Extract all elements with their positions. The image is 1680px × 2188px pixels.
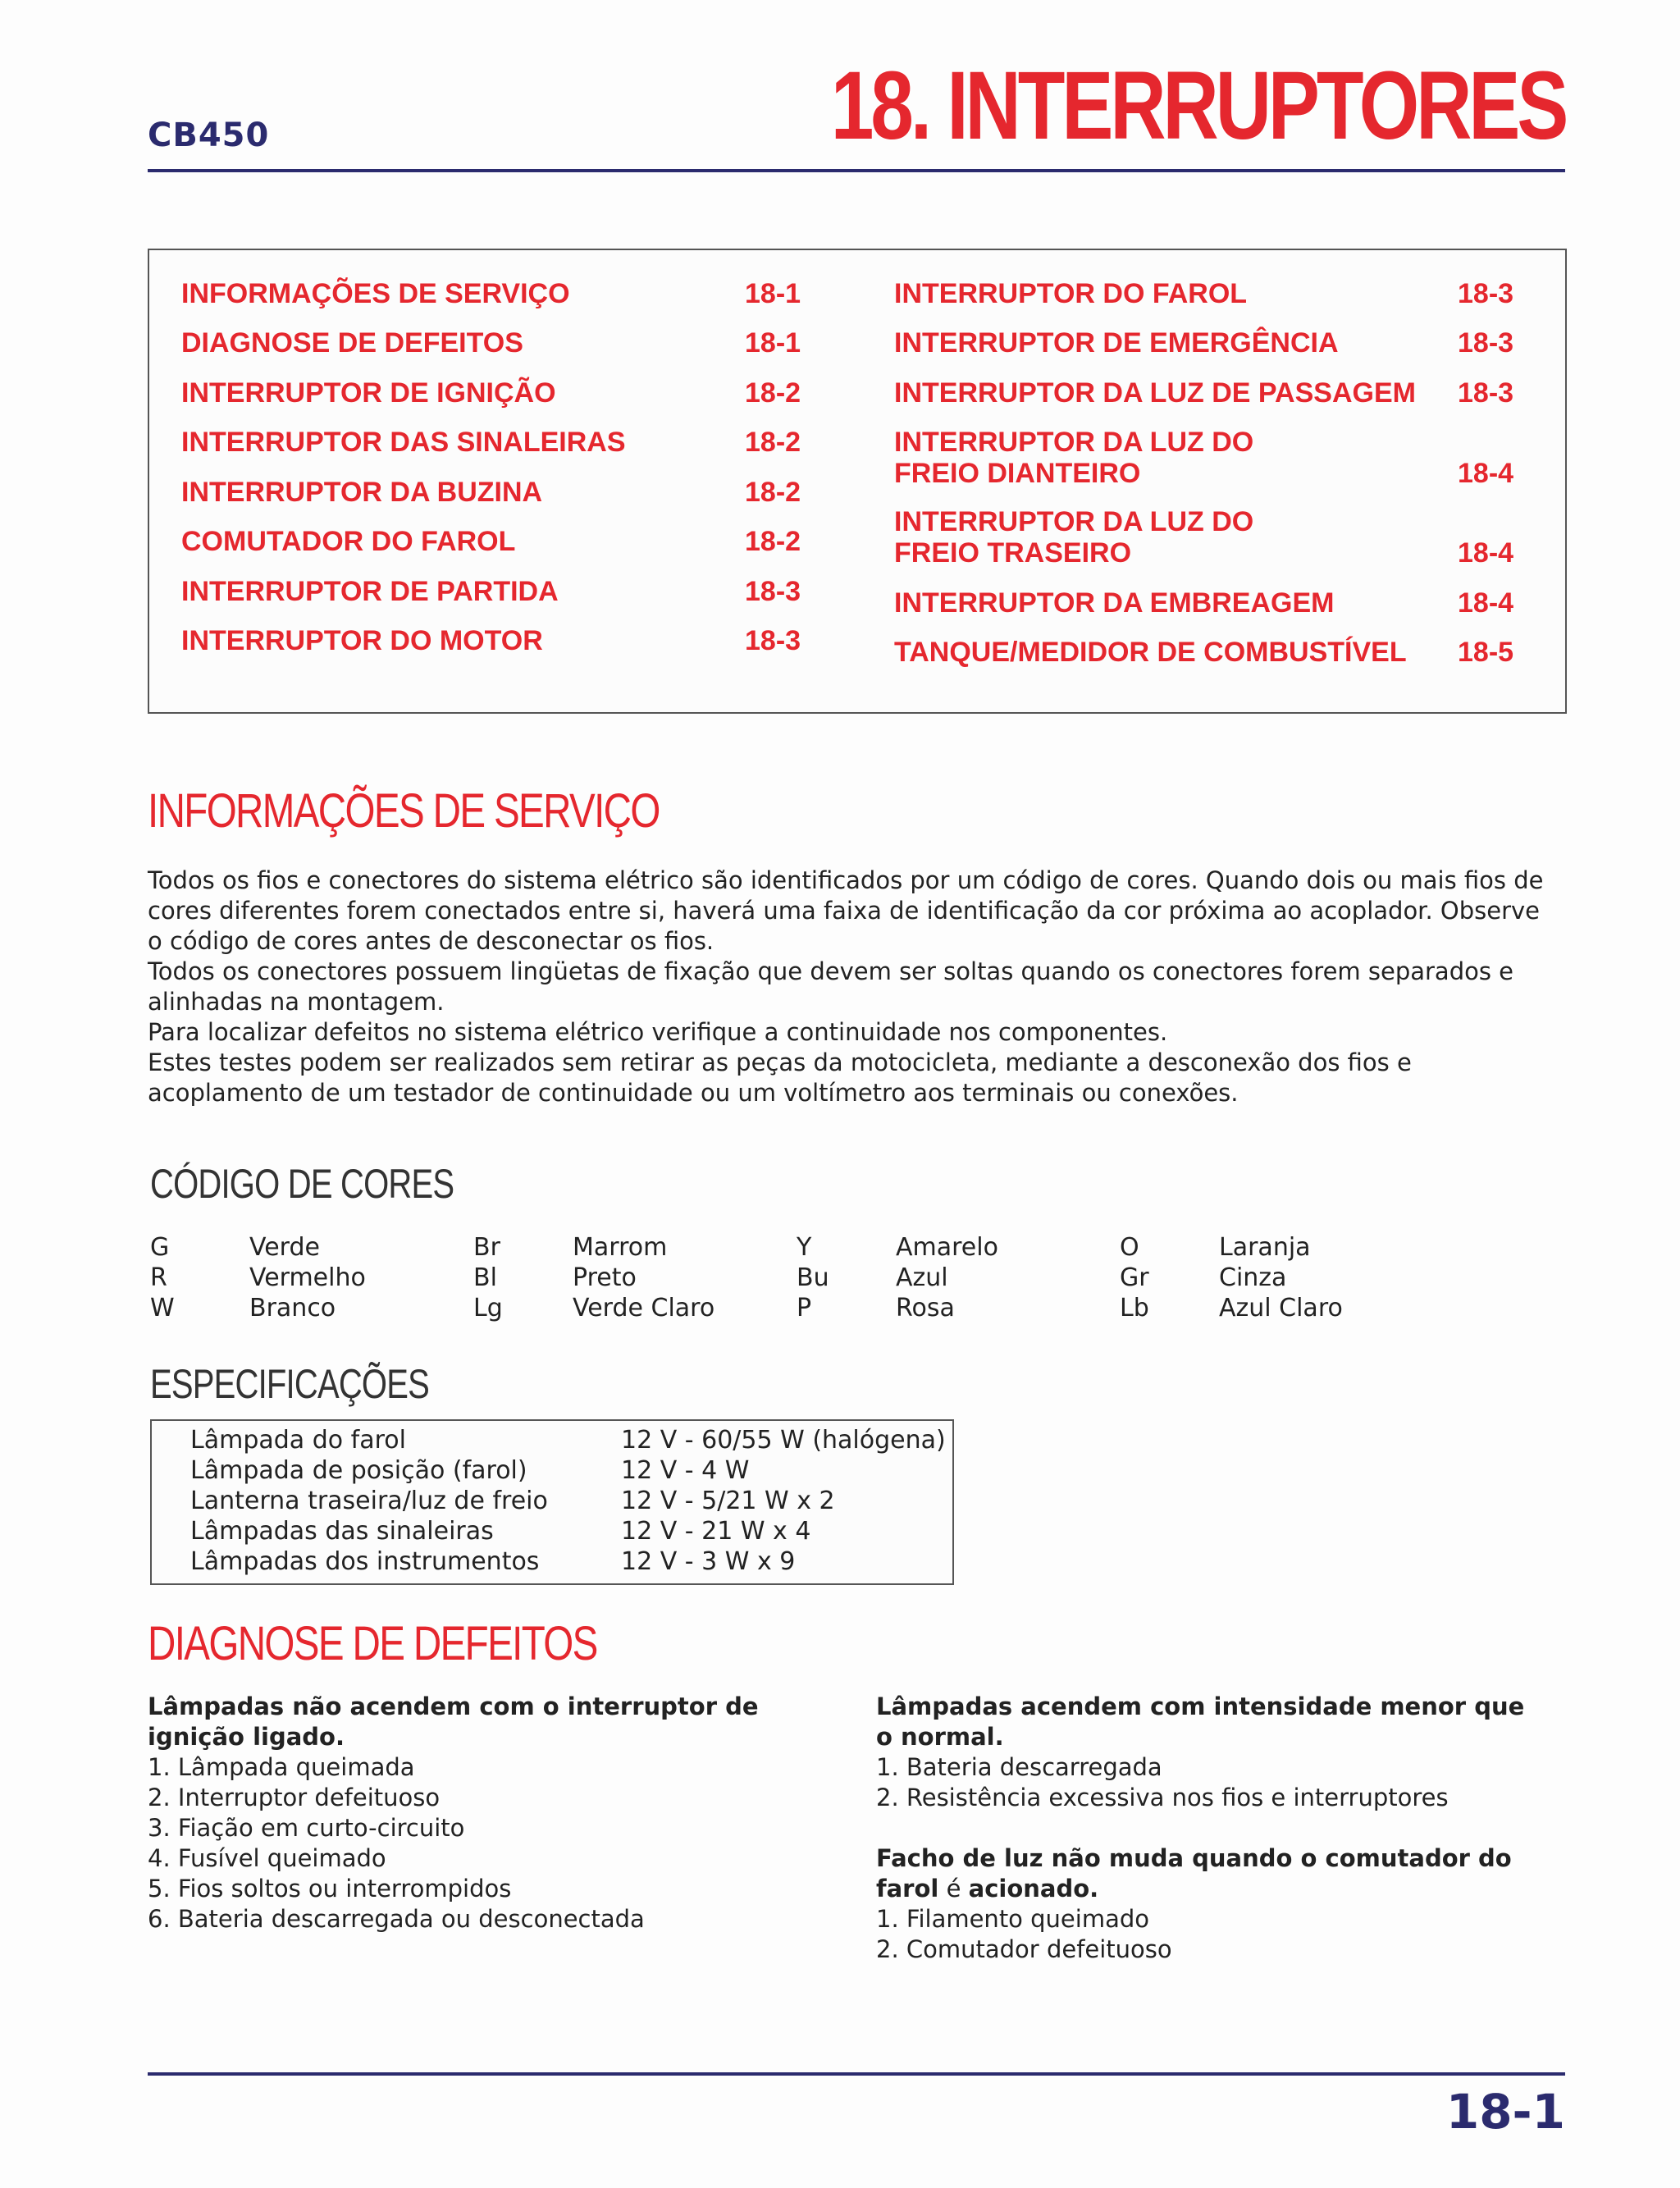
- troubleshooting-block-left: [148, 1692, 820, 1934]
- color-name: Azul: [896, 1263, 948, 1292]
- list-item: 3. Fiação em curto-circuito: [148, 1814, 465, 1842]
- troubleshooting-block-right-1: [876, 1692, 1549, 1813]
- toc-item-line2[interactable]: FREIO TRASEIRO: [894, 537, 1132, 569]
- toc-page: 18-3: [1458, 278, 1514, 309]
- service-info-text: [148, 866, 1559, 1108]
- toc-page: 18-2: [745, 427, 801, 458]
- spec-value: 12 V - 4 W: [621, 1456, 750, 1485]
- toc-page: 18-3: [1458, 327, 1514, 359]
- spec-item: Lâmpadas dos instrumentos: [190, 1547, 540, 1576]
- color-code: Lg: [473, 1294, 503, 1322]
- toc-item[interactable]: INTERRUPTOR DE EMERGÊNCIA: [894, 327, 1339, 359]
- color-code: Bu: [797, 1263, 829, 1292]
- color-name: Cinza: [1219, 1263, 1287, 1292]
- heading-part: é: [938, 1875, 969, 1903]
- toc-item[interactable]: INTERRUPTOR DA LUZ DO: [894, 427, 1254, 458]
- toc-item[interactable]: INTERRUPTOR DE IGNIÇÃO: [181, 377, 556, 409]
- color-name: Azul Claro: [1219, 1294, 1343, 1322]
- toc-item[interactable]: INTERRUPTOR DO MOTOR: [181, 625, 543, 656]
- chapter-title: 18. INTERRUPTORES: [830, 52, 1565, 160]
- toc-page: 18-3: [745, 625, 801, 656]
- toc-item[interactable]: TANQUE/MEDIDOR DE COMBUSTÍVEL: [894, 637, 1407, 668]
- toc-item[interactable]: INTERRUPTOR DA BUZINA: [181, 477, 543, 508]
- color-code: Lb: [1120, 1294, 1149, 1322]
- color-code: W: [150, 1294, 175, 1322]
- toc-item[interactable]: DIAGNOSE DE DEFEITOS: [181, 327, 523, 359]
- list-item: 5. Fios soltos ou interrompidos: [148, 1875, 512, 1903]
- list-item: 4. Fusível queimado: [148, 1844, 386, 1872]
- toc-item[interactable]: INTERRUPTOR DA LUZ DO: [894, 506, 1254, 537]
- paragraph: Para localizar defeitos no sistema elétrico verifique a continuidade nos componentes.: [148, 1018, 1168, 1046]
- spec-item: Lâmpada de posição (farol): [190, 1456, 527, 1485]
- color-code: Y: [797, 1233, 812, 1262]
- toc-item[interactable]: INTERRUPTOR DE PARTIDA: [181, 576, 559, 607]
- toc-item[interactable]: COMUTADOR DO FAROL: [181, 526, 516, 557]
- toc-page: 18-4: [1458, 458, 1514, 489]
- list-item: 1. Lâmpada queimada: [148, 1753, 415, 1781]
- paragraph: Todos os conectores possuem lingüetas de fixação que devem ser soltas quando os conectores forem separados e alinhadas na montagem.: [148, 957, 1514, 1016]
- cause-list: [876, 1752, 1549, 1813]
- toc-page: 18-5: [1458, 637, 1514, 668]
- list-item: 2. Interruptor defeituoso: [148, 1784, 441, 1811]
- toc-page: 18-4: [1458, 587, 1514, 619]
- color-name: Verde: [249, 1233, 320, 1262]
- color-code: O: [1120, 1233, 1139, 1262]
- footer-rule: [148, 2072, 1565, 2076]
- spec-value: 12 V - 21 W x 4: [621, 1517, 811, 1546]
- color-code: P: [797, 1294, 812, 1322]
- color-name: Rosa: [896, 1294, 955, 1322]
- color-name: Vermelho: [249, 1263, 366, 1292]
- heading-part: Facho de luz não muda quando o comutador do farol: [876, 1844, 1512, 1903]
- page-number: 18-1: [1445, 2084, 1565, 2140]
- color-name: Branco: [249, 1294, 336, 1322]
- list-item: 2. Resistência excessiva nos fios e interruptores: [876, 1784, 1449, 1811]
- toc-page: 18-1: [745, 327, 801, 359]
- cause-list: [148, 1752, 820, 1934]
- paragraph: Todos os fios e conectores do sistema elétrico são identificados por um código de cores. Quando dois ou mais fios de cores diferentes forem conectados entre si, haverá uma faixa de identificação da cor próxima ao acoplador. Observe o código de cores antes de desconectar os fios.: [148, 866, 1544, 955]
- color-name: Marrom: [573, 1233, 668, 1262]
- color-code: Gr: [1120, 1263, 1149, 1292]
- spec-item: Lâmpada do farol: [190, 1426, 406, 1455]
- color-name: Laranja: [1219, 1233, 1311, 1262]
- section-title-specifications: ESPECIFICAÇÕES: [150, 1361, 429, 1407]
- color-code: Br: [473, 1233, 500, 1262]
- section-title-color-codes: CÓDIGO DE CORES: [150, 1161, 454, 1207]
- symptom-heading: Lâmpadas acendem com intensidade menor que o normal.: [876, 1692, 1525, 1751]
- toc-item[interactable]: INTERRUPTOR DO FAROL: [894, 278, 1248, 309]
- symptom-heading: [876, 1843, 1549, 1904]
- heading-part: acionado.: [968, 1875, 1099, 1903]
- list-item: 2. Comutador defeituoso: [876, 1935, 1172, 1963]
- toc-item[interactable]: INTERRUPTOR DA EMBREAGEM: [894, 587, 1335, 619]
- section-title-troubleshooting: DIAGNOSE DE DEFEITOS: [148, 1617, 597, 1670]
- toc-page: 18-3: [745, 576, 801, 607]
- color-code: R: [150, 1263, 167, 1292]
- spec-value: 12 V - 60/55 W (halógena): [621, 1426, 946, 1455]
- section-title-service-info: INFORMAÇÕES DE SERVIÇO: [148, 784, 660, 838]
- toc-page: 18-1: [745, 278, 801, 309]
- list-item: 1. Filamento queimado: [876, 1905, 1150, 1933]
- color-code: Bl: [473, 1263, 497, 1292]
- spec-value: 12 V - 5/21 W x 2: [621, 1487, 835, 1515]
- toc-page: 18-2: [745, 526, 801, 557]
- spec-item: Lanterna traseira/luz de freio: [190, 1487, 548, 1515]
- symptom-heading: Lâmpadas não acendem com o interruptor de ignição ligado.: [148, 1692, 759, 1751]
- toc-item-line2[interactable]: FREIO DIANTEIRO: [894, 458, 1141, 489]
- color-name: Verde Claro: [573, 1294, 715, 1322]
- color-name: Amarelo: [896, 1233, 998, 1262]
- paragraph: Estes testes podem ser realizados sem retirar as peças da motocicleta, mediante a desconexão dos fios e acoplamento de um testador de continuidade ou um voltímetro aos terminais ou conexões.: [148, 1048, 1412, 1107]
- toc-item[interactable]: INTERRUPTOR DA LUZ DE PASSAGEM: [894, 377, 1416, 409]
- color-code: G: [150, 1233, 170, 1262]
- toc-page: 18-2: [745, 377, 801, 409]
- spec-item: Lâmpadas das sinaleiras: [190, 1517, 494, 1546]
- model-name: CB450: [148, 116, 270, 154]
- troubleshooting-block-right-2: [876, 1843, 1549, 1965]
- cause-list: [876, 1904, 1549, 1965]
- toc-item[interactable]: INTERRUPTOR DAS SINALEIRAS: [181, 427, 626, 458]
- spec-value: 12 V - 3 W x 9: [621, 1547, 796, 1576]
- list-item: 1. Bateria descarregada: [876, 1753, 1162, 1781]
- toc-page: 18-2: [745, 477, 801, 508]
- list-item: 6. Bateria descarregada ou desconectada: [148, 1905, 645, 1933]
- toc-page: 18-3: [1458, 377, 1514, 409]
- toc-item[interactable]: INFORMAÇÕES DE SERVIÇO: [181, 278, 570, 309]
- header-rule: [148, 169, 1565, 172]
- toc-page: 18-4: [1458, 537, 1514, 569]
- color-name: Preto: [573, 1263, 637, 1292]
